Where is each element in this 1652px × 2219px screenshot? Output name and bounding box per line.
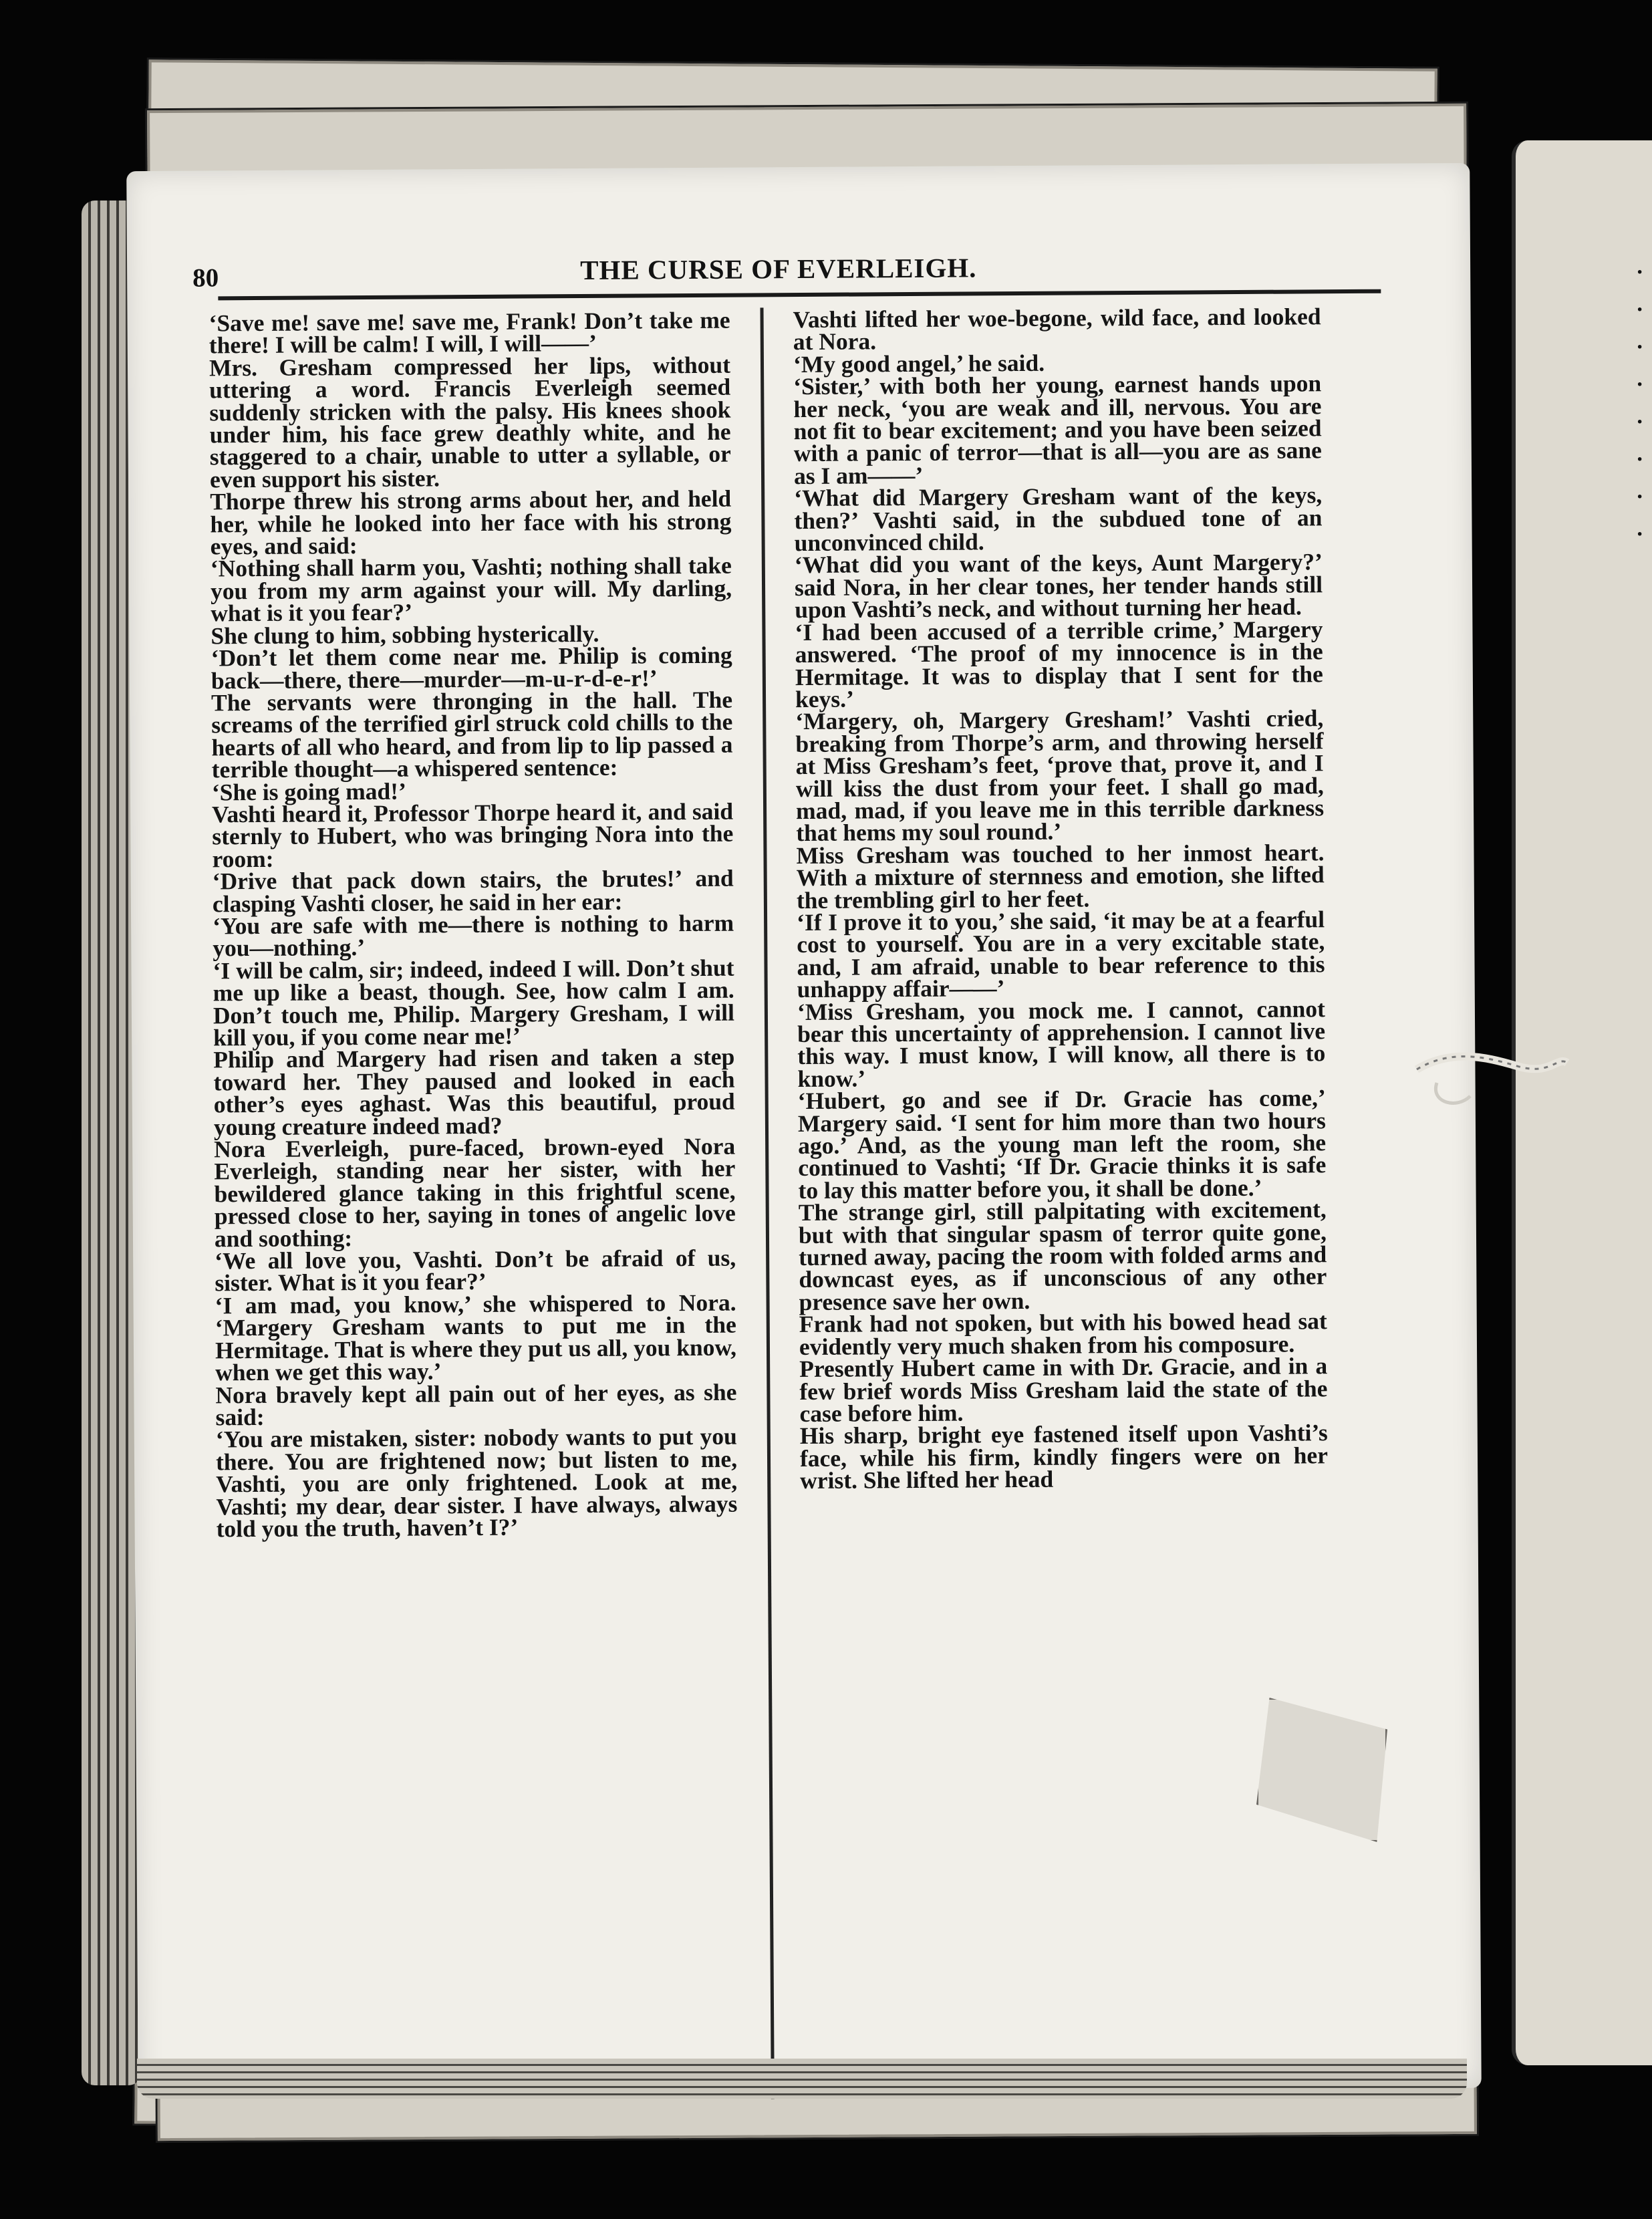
paragraph: The strange girl, still palpitating with excitement, but with that singular spasm of terror quite gone, turned away, pacing the room with folded arms and downcast eyes, as if unconscious of any other presence save her own. xyxy=(798,1196,1327,1315)
paragraph: Nora bravely kept all pain out of her eyes, as she said: xyxy=(215,1378,737,1431)
paragraph: ‘You are mistaken, sister: nobody wants to put you there. You are frightened now; but listen to me, Vashti, you are only frightened. Look at me, Vashti; my dear, dear sister. I have always, always told you the truth, haven’t I?’ xyxy=(215,1422,738,1543)
paragraph: The servants were thronging in the hall. The screams of the terrified girl struck cold chills to the hearts of all who heard, and from lip to lip passed a terrible thought—a whispered sentence: xyxy=(211,686,733,783)
page-stack-bottom-edge xyxy=(137,2059,1467,2099)
paragraph: ‘Sister,’ with both her young, earnest hands upon her neck, ‘you are weak and ill, nervous. You are not fit to bear excitement; and you have been seized with a panic of terror—that is all—you are as sane as I am——’ xyxy=(793,370,1322,489)
paragraph: ‘Margery, oh, Margery Gresham!’ Vashti cried, breaking from Thorpe’s arm, and throwing herself at Miss Gresham’s feet, ‘prove that, prove it, and I will kiss the dust from your feet. I shall go mad, mad, mad, if you leave me in this terrible darkness that hems my soul round.’ xyxy=(795,704,1325,847)
left-text-column xyxy=(209,306,738,1543)
paragraph: ‘If I prove it to you,’ she said, ‘it may be at a fearful cost to yourself. You are in a very excitable state, and, I am afraid, unable to bear reference to this unhappy affair——’ xyxy=(796,906,1325,1003)
paragraph: ‘I will be calm, sir; indeed, indeed I will. Don’t shut me up like a beast, though. See, how calm I am. Don’t touch me, Philip. Margery Gresham, I will kill you, if you come near me!’ xyxy=(213,954,735,1051)
paragraph: ‘She is going mad!’ xyxy=(211,777,406,805)
paragraph: ‘What did Margery Gresham want of the keys, then?’ Vashti said, in the subdued tone of an unconvinced child. xyxy=(794,481,1323,557)
paragraph: ‘Save me! save me! save me, Frank! Don’t take me there! I will be calm! I will, I will——’ xyxy=(209,306,730,359)
paragraph: Nora Everleigh, pure-faced, brown-eyed Nora Everleigh, standing near her sister, with her bewildered glance taking in this frightful scene, pressed close to her, saying in tones of angelic love and soothing: xyxy=(214,1132,736,1253)
facing-page-letter-fragments: · · · · · · · · xyxy=(1636,260,1644,547)
paragraph: ‘Drive that pack down stairs, the brutes!’ and clasping Vashti closer, he said in her ear: xyxy=(212,864,734,917)
paragraph: ‘Don’t let them come near me. Philip is coming back—there, there—murder—m-u-r-d-e-r!’ xyxy=(211,641,732,694)
paragraph: Miss Gresham was touched to her inmost heart. With a mixture of sternness and emotion, she lifted the trembling girl to her feet. xyxy=(796,838,1325,914)
binding-string-icon xyxy=(1410,1029,1570,1116)
paragraph: ‘My good angel,’ he said. xyxy=(793,349,1045,378)
paragraph: Thorpe threw his strong arms about her, and held her, while he looked into her face with his strong eyes, and said: xyxy=(210,485,732,560)
paragraph: ‘You are safe with me—there is nothing to harm you—nothing.’ xyxy=(213,909,734,962)
paragraph: ‘I had been accused of a terrible crime,’ Margery answered. ‘The proof of my innocence is in the Hermitage. It was to display that I sent for the keys.’ xyxy=(795,615,1323,712)
paragraph: Philip and Margery had risen and taken a step toward her. They paused and looked in each other’s eyes aghast. Was this beautiful, proud young creature indeed mad? xyxy=(213,1043,735,1141)
running-title: THE CURSE OF EVERLEIGH. xyxy=(579,252,977,286)
paragraph: ‘We all love you, Vashti. Don’t be afraid of us, sister. What is it you fear?’ xyxy=(215,1244,736,1297)
paragraph: Presently Hubert came in with Dr. Gracie, and in a few brief words Miss Gresham laid the state of the case before him. xyxy=(799,1352,1328,1427)
paragraph: ‘I am mad, you know,’ she whispered to Nora. ‘Margery Gresham wants to put me in the Hermitage. That is where they put us all, you know, when we get this way.’ xyxy=(215,1289,737,1386)
right-text-column xyxy=(793,305,1328,1492)
paragraph: ‘Hubert, go and see if Dr. Gracie has come,’ Margery said. ‘I sent for him more than two hours ago.’ And, as the young man left the room, she continued to Vashti; ‘If Dr. Gracie thinks it is safe to lay this matter before you, it shall be done.’ xyxy=(797,1084,1327,1204)
paragraph: ‘What did you want of the keys, Aunt Margery?’ said Nora, in her clear tones, her tender hands still upon Vashti’s neck, and without turning her head. xyxy=(794,548,1323,624)
column-divider xyxy=(760,307,774,2099)
paragraph: She clung to him, sobbing hysterically. xyxy=(211,620,599,650)
header-rule xyxy=(218,289,1381,301)
paragraph: Mrs. Gresham compressed her lips, without uttering a word. Francis Everleigh seemed suddenly stricken with the palsy. His knees shook under him, his face grew deathly white, and he staggered to a chair, unable to utter a syllable, or even support his sister. xyxy=(209,351,731,493)
paragraph: Vashti lifted her woe-begone, wild face, and looked at Nora. xyxy=(793,303,1321,356)
paragraph: Vashti heard it, Professor Thorpe heard it, and said sternly to Hubert, who was bringing Nora into the room: xyxy=(211,797,734,873)
paragraph: His sharp, bright eye fastened itself upon Vashti’s face, while his firm, kindly fingers were on her wrist. She lifted her head xyxy=(799,1419,1329,1494)
paragraph: ‘Miss Gresham, you mock me. I cannot, cannot bear this uncertainty of apprehension. I cannot live this way. I must know, I will know, all there is to know.’ xyxy=(797,995,1326,1092)
paragraph: Frank had not spoken, but with his bowed head sat evidently very much shaken from his composure. xyxy=(799,1307,1327,1360)
page-number: 80 xyxy=(192,263,219,293)
paragraph: ‘Nothing shall harm you, Vashti; nothing shall take you from my arm against your will. My darling, what is it you fear?’ xyxy=(210,552,732,627)
